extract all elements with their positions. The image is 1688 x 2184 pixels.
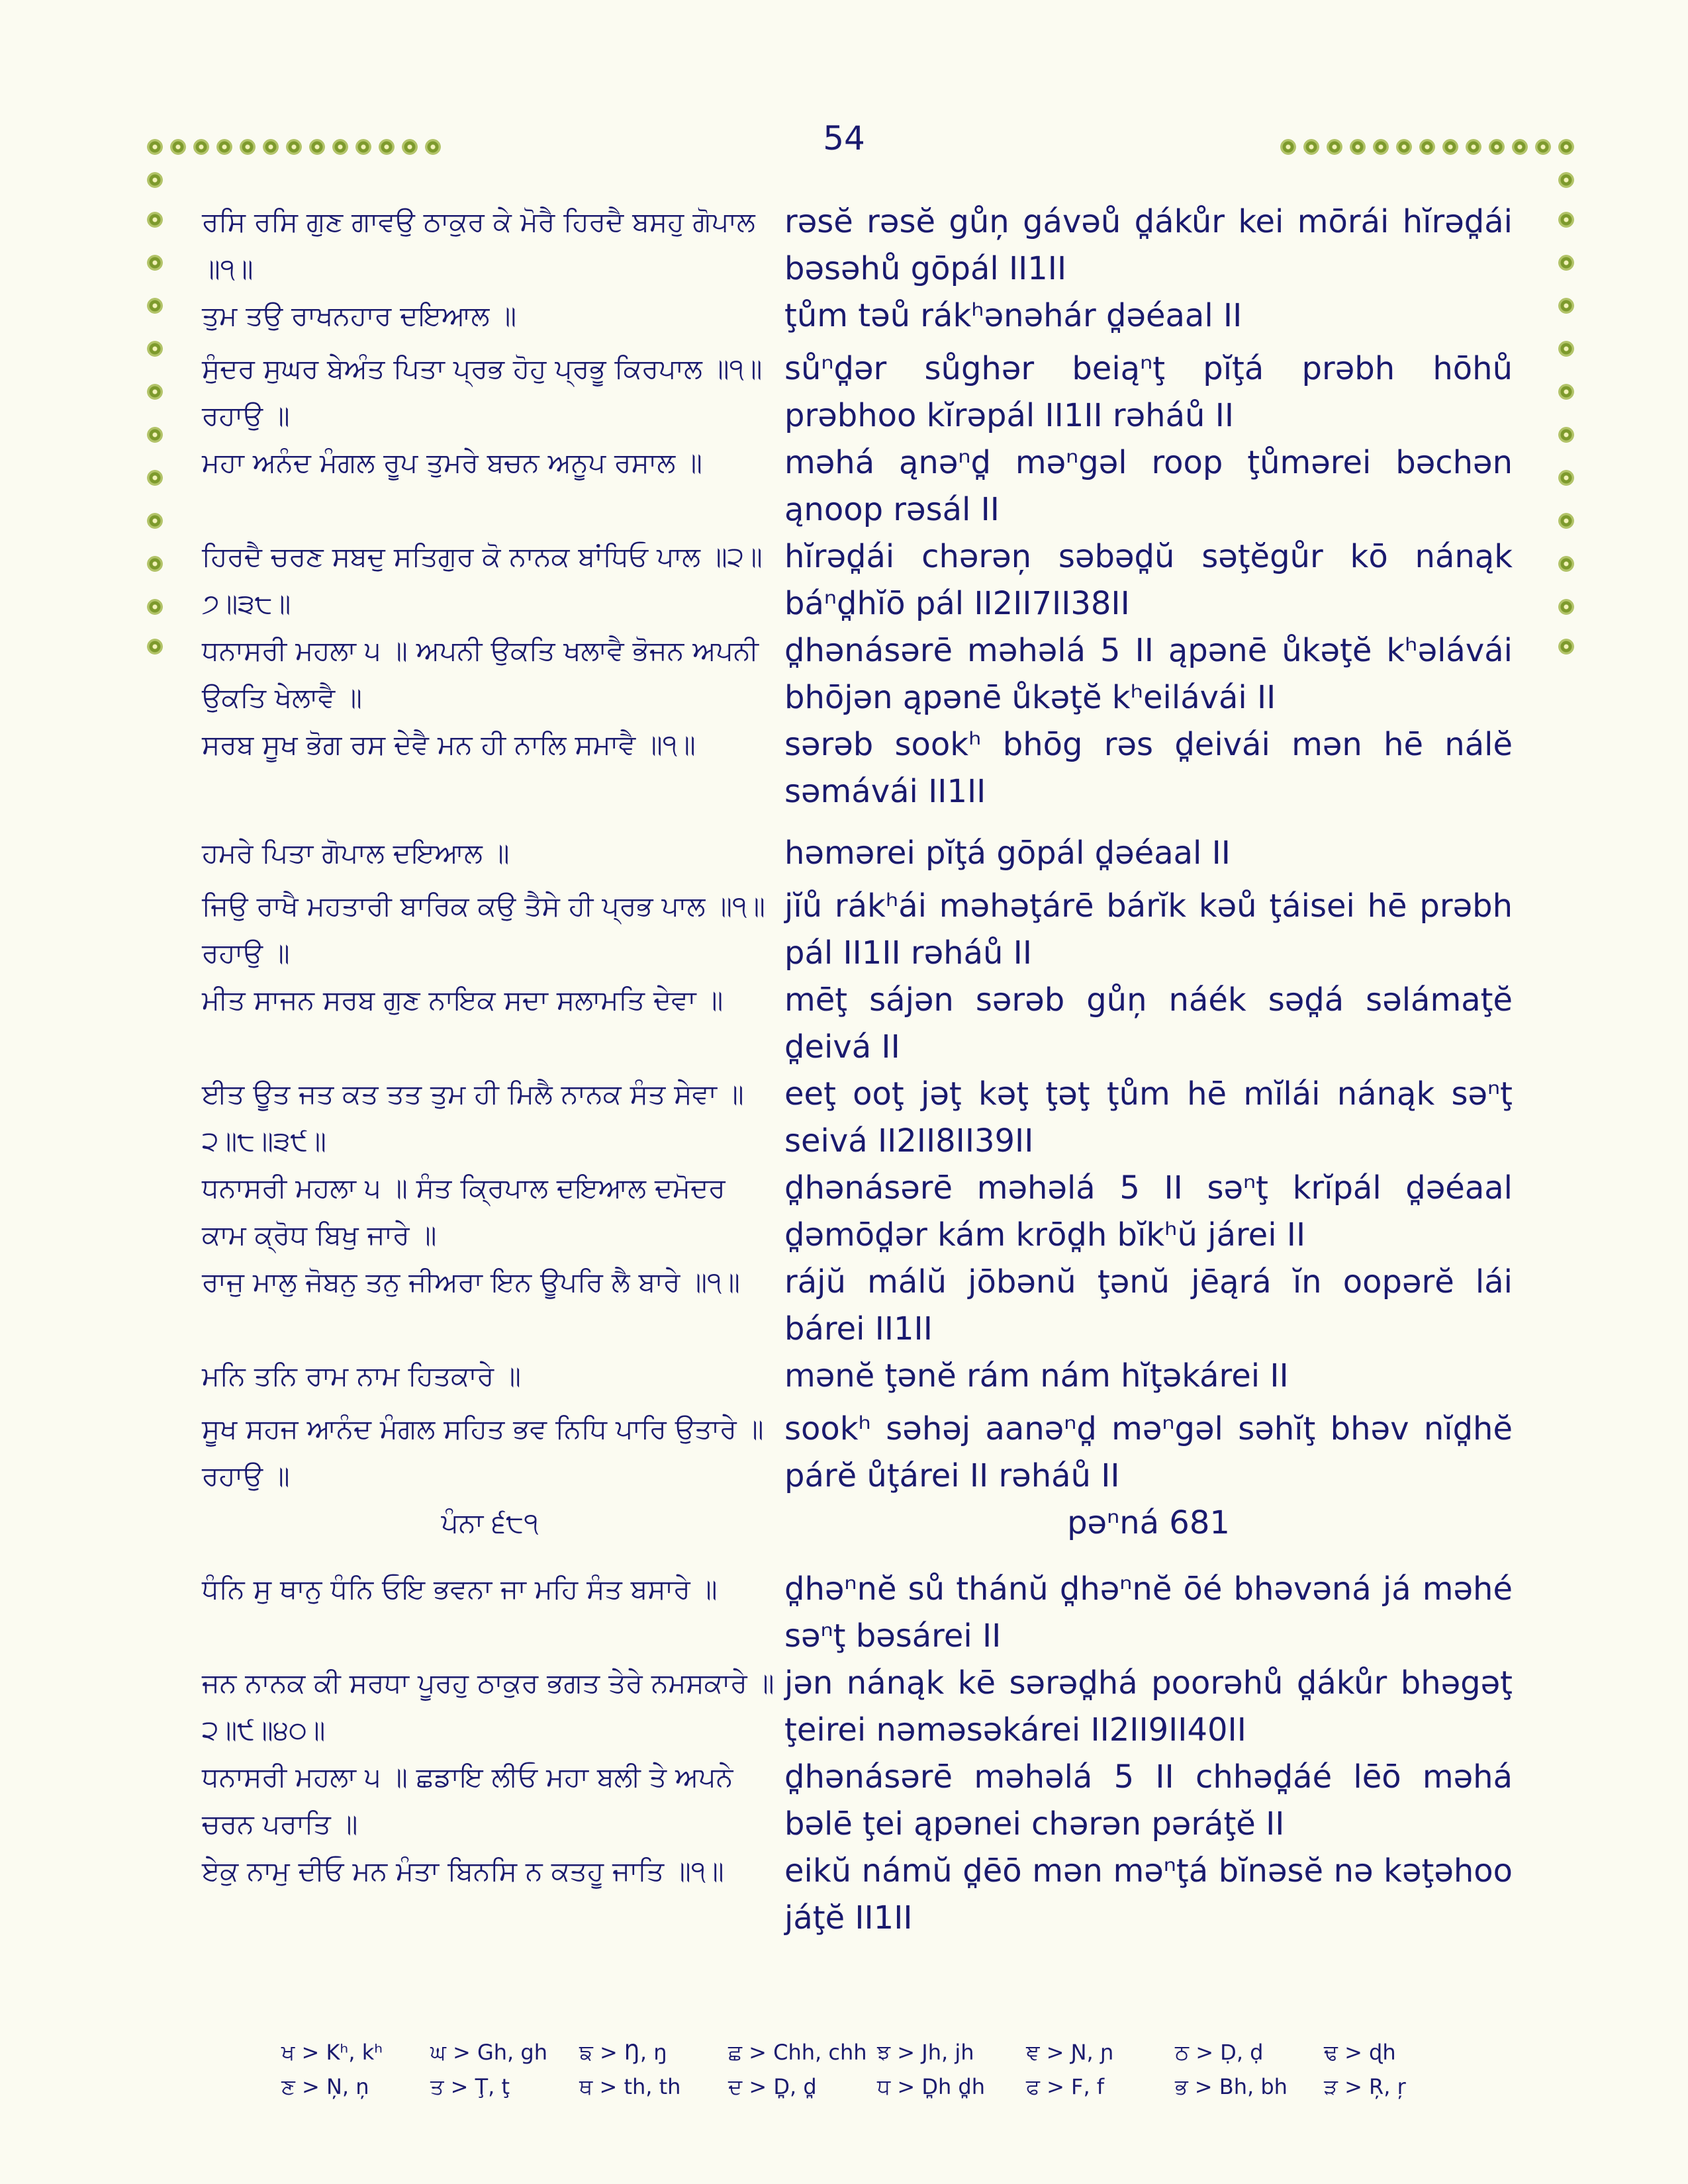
transliteration-text: d̪hənásərē məhəlá 5 II səⁿţ krĭpál d̪əéaal d̪əmōd̪ər kám krōd̪h bĭkʰŭ járei II (784, 1169, 1513, 1253)
gurmukhi-text: ਧਨਾਸਰੀ ਮਹਲਾ ੫ ॥ ਅਪਨੀ ਉਕਤਿ ਖਲਾਵੈ ਭੋਜਨ ਅਪਨੀ ਉਕਤਿ ਖੇਲਾਵੈ ॥ (202, 635, 759, 713)
transliteration-text: sərəb sookʰ bhōg rəs d̪eivái mən hē nálĕ səmávái II1II (784, 726, 1513, 810)
transliteration-text: eikŭ námŭ d̪ēō mən məⁿţá bĭnəsĕ nə kəţəhoo jáţĕ II1II (784, 1852, 1513, 1936)
flower-ornament-icon (147, 556, 163, 572)
gurmukhi-text: ਤੁਮ ਤਉ ਰਾਖਨਹਾਰ ਦਇਆਲ ॥ (202, 300, 517, 332)
verse-row (202, 627, 1519, 721)
page-reference-row (202, 1500, 1519, 1566)
legend-entry: ਫ > F, f (1026, 2074, 1105, 2099)
transliteration-text: d̪həⁿnĕ sů thánŭ d̪həⁿnĕ ōé bhəvəná já məhé səⁿţ bəsárei II (784, 1570, 1513, 1655)
flower-ornament-icon (1558, 556, 1574, 572)
legend-entry: ਠ > Ḍ, ḍ (1175, 2040, 1264, 2065)
transliteration-text: mənĕ ţənĕ rám nám hĭţəkárei II (784, 1357, 1289, 1394)
verse-row (202, 199, 1519, 293)
flower-ornament-icon (1558, 139, 1574, 155)
gurmukhi-text: ਜਿਉ ਰਾਖੈ ਮਹਤਾਰੀ ਬਾਰਿਕ ਕਉ ਤੈਸੇ ਹੀ ਪ੍ਰਭ ਪਾਲ ॥੧॥ ਰਹਾਉ ॥ (202, 890, 765, 969)
gurmukhi-text: ਰਸਿ ਰਸਿ ਗੁਣ ਗਾਵਉ ਠਾਕੁਰ ਕੇ ਮੋਰੈ ਹਿਰਦੈ ਬਸਹੁ ਗੋਪਾਲ ॥੧॥ (202, 206, 755, 285)
gurmukhi-text: ਸੂਖ ਸਹਜ ਆਨੰਦ ਮੰਗਲ ਸਹਿਤ ਭਵ ਨਿਧਿ ਪਾਰਿ ਉਤਾਰੇ ॥ ਰਹਾਉ ॥ (202, 1413, 764, 1492)
flower-ornament-icon (1303, 139, 1319, 155)
flower-ornament-icon (263, 139, 279, 155)
flower-ornament-icon (147, 470, 163, 486)
verse-row (202, 721, 1519, 830)
legend-entry: ਤ > Ţ, ţ (430, 2074, 510, 2099)
verse-row (202, 1566, 1519, 1660)
gurmukhi-text: ਈਤ ਊਤ ਜਤ ਕਤ ਤਤ ਤੁਮ ਹੀ ਮਿਲੈ ਨਾਨਕ ਸੰਤ ਸੇਵਾ ॥੨॥੮॥੩੯॥ (202, 1078, 744, 1157)
flower-ornament-icon (147, 172, 163, 188)
verse-row (202, 1353, 1519, 1406)
legend-entry: ਢ > ɖh (1324, 2040, 1396, 2065)
flower-ornament-icon (1558, 639, 1574, 655)
gurmukhi-text: ਹਿਰਦੈ ਚਰਣ ਸਬਦੁ ਸਤਿਗੁਰ ਕੋ ਨਾਨਕ ਬਾਂਧਿਓ ਪਾਲ ॥੨॥੭॥੩੮॥ (202, 541, 763, 619)
legend-entry: ਘ > Gh, gh (430, 2040, 547, 2065)
legend-entry: ਖ > Kʰ, kʰ (281, 2040, 383, 2065)
verse-row (202, 977, 1519, 1071)
gurmukhi-text: ਮਹਾ ਅਨੰਦ ਮੰਗਲ ਰੂਪ ਤੁਮਰੇ ਬਚਨ ਅਨੂਪ ਰਸਾਲ ॥ (202, 447, 702, 478)
verse-row (202, 1660, 1519, 1754)
transliteration-text: sookʰ səhəj aanəⁿd̪ məⁿgəl səhĭţ bhəv nĭd̪hĕ párĕ ůţárei II rəháů II (784, 1410, 1513, 1494)
verse-table (202, 199, 1519, 1942)
flower-ornament-icon (332, 139, 348, 155)
gurmukhi-text: ਮੀਤ ਸਾਜਨ ਸਰਬ ਗੁਣ ਨਾਇਕ ਸਦਾ ਸਲਾਮਤਿ ਦੇਵਾ ॥ (202, 984, 724, 1016)
page-reference-gurmukhi: ਪੰਨਾ ੬੮੧ (441, 1507, 539, 1539)
transliteration-text: rəsĕ rəsĕ gůņ gávəů d̪ákůr kei mōrái hĭrəd̪ái bəsəhů gōpál II1II (784, 203, 1513, 287)
transliteration-text: məhá ąnəⁿd̪ məⁿgəl roop ţůmərei bəchən ąnoop rəsál II (784, 444, 1513, 528)
flower-ornament-icon (425, 139, 441, 155)
verse-row (202, 1406, 1519, 1500)
flower-ornament-icon (216, 139, 232, 155)
gurmukhi-text: ਮਨਿ ਤਨਿ ਰਾਮ ਨਾਮ ਹਿਤਕਾਰੇ ॥ (202, 1360, 521, 1392)
flower-ornament-icon (286, 139, 302, 155)
flower-ornament-icon (193, 139, 209, 155)
flower-ornament-icon (147, 384, 163, 400)
transliteration-text: jĭů rákʰái məhəţárē bárĭk kəů ţáisei hē prəbh pál II1II rəháů II (784, 887, 1513, 972)
gurmukhi-text: ਜਨ ਨਾਨਕ ਕੀ ਸਰਧਾ ਪੂਰਹੁ ਠਾਕੁਰ ਭਗਤ ਤੇਰੇ ਨਮਸਕਾਰੇ ॥੨॥੯॥੪੦॥ (202, 1667, 774, 1746)
legend-entry: ੜ > Ŗ, ŗ (1324, 2074, 1406, 2099)
gurmukhi-text: ਰਾਜੁ ਮਾਲੁ ਜੋਬਨੁ ਤਨੁ ਜੀਅਰਾ ਇਨ ਊਪਰਿ ਲੈ ਬਾਰੇ ॥੧॥ (202, 1266, 740, 1298)
flower-ornament-icon (1327, 139, 1342, 155)
transliteration-text: eeţ ooţ jəţ kəţ ţəţ ţům hē mĭlái nánąk səⁿţ seivá II2II8II39II (784, 1075, 1513, 1160)
flower-ornament-icon (1558, 599, 1574, 615)
gurmukhi-text: ਏਕੁ ਨਾਮੁ ਦੀਓ ਮਨ ਮੰਤਾ ਬਿਨਸਿ ਨ ਕਤਹੂ ਜਾਤਿ ॥੧॥ (202, 1855, 724, 1887)
transliteration-text: rájŭ málŭ jōbənŭ ţənŭ jēąrá ĭn oopərĕ lái bárei II1II (784, 1263, 1513, 1347)
verse-row (202, 293, 1519, 345)
legend-entry: ਝ > Jh, jh (877, 2040, 974, 2065)
verse-row (202, 533, 1519, 627)
transliteration-text: jən nánąk kē sərəd̪há poorəhů d̪ákůr bhəgəţ ţeirei nəməsəkárei II2II9II40II (784, 1664, 1513, 1749)
flower-ornament-icon (1466, 139, 1481, 155)
verse-row (202, 1848, 1519, 1942)
flower-ornament-icon (1489, 139, 1505, 155)
flower-ornament-icon (1558, 384, 1574, 400)
flower-ornament-icon (1558, 513, 1574, 529)
flower-ornament-icon (379, 139, 395, 155)
transliteration-text: sůⁿd̪ər sůghər beiąⁿţ pĭţá prəbh hōhů prəbhoo kĭrəpál II1II rəháů II (784, 350, 1513, 434)
transliteration-text: hĭrəd̪ái chərəņ səbəd̪ŭ səţĕgůr kō nánąk báⁿd̪hĭō pál II2II7II38II (784, 538, 1513, 622)
flower-ornament-icon (355, 139, 371, 155)
flower-ornament-icon (147, 139, 163, 155)
verse-row (202, 883, 1519, 977)
flower-ornament-icon (1419, 139, 1435, 155)
flower-ornament-icon (1535, 139, 1551, 155)
gurmukhi-text: ਸੁੰਦਰ ਸੁਘਰ ਬੇਅੰਤ ਪਿਤਾ ਪ੍ਰਭ ਹੋਹੁ ਪ੍ਰਭੂ ਕਿਰਪਾਲ ॥੧॥ ਰਹਾਉ ॥ (202, 353, 763, 432)
transliteration-text: ţům təů rákʰənəhár d̪əéaal II (784, 297, 1243, 334)
page-number: 54 (823, 119, 865, 158)
transliteration-text: mēţ sájən sərəb gůņ náék səd̪á səlámaţĕ d̪eivá II (784, 981, 1513, 1066)
legend-entry: ਧ > D̪h d̪h (877, 2074, 986, 2099)
flower-ornament-icon (1373, 139, 1389, 155)
flower-ornament-icon (1558, 212, 1574, 228)
flower-ornament-icon (147, 255, 163, 271)
legend-entry: ਥ > th, th (579, 2074, 681, 2099)
legend-entry: ਛ > Chh, chh (728, 2040, 867, 2065)
legend-entry: ਭ > Bh, bh (1175, 2074, 1288, 2099)
flower-ornament-icon (1442, 139, 1458, 155)
flower-ornament-icon (402, 139, 418, 155)
gurmukhi-text: ਧਨਾਸਰੀ ਮਹਲਾ ੫ ॥ ਸੰਤ ਕ੍ਰਿਪਾਲ ਦਇਆਲ ਦਮੋਦਰ ਕਾਮ ਕ੍ਰੋਧ ਬਿਖੁ ਜਾਰੇ ॥ (202, 1172, 726, 1251)
flower-ornament-icon (147, 513, 163, 529)
flower-ornament-icon (147, 427, 163, 443)
flower-ornament-icon (147, 599, 163, 615)
flower-ornament-icon (1558, 341, 1574, 357)
transliteration-text: d̪hənásərē məhəlá 5 II chhəd̪áé lēō məhá bəlē ţei ąpənei chərən pəráţĕ II (784, 1758, 1513, 1843)
flower-ornament-icon (1558, 298, 1574, 314)
flower-ornament-icon (1396, 139, 1412, 155)
flower-ornament-icon (240, 139, 256, 155)
flower-ornament-icon (147, 341, 163, 357)
gurmukhi-text: ਧੰਨਿ ਸੁ ਥਾਨੁ ਧੰਨਿ ਓਇ ਭਵਨਾ ਜਾ ਮਹਿ ਸੰਤ ਬਸਾਰੇ ॥ (202, 1573, 718, 1605)
transliteration-legend (281, 2035, 1473, 2104)
legend-row (281, 2035, 1473, 2070)
flower-ornament-icon (1558, 470, 1574, 486)
verse-row (202, 1754, 1519, 1848)
flower-ornament-icon (147, 639, 163, 655)
legend-entry: ਣ > Ņ, ņ (281, 2074, 369, 2099)
legend-entry: ਞ > Ɲ, ɲ (1026, 2040, 1114, 2065)
verse-row (202, 830, 1519, 883)
gurmukhi-text: ਸਰਬ ਸੂਖ ਭੋਗ ਰਸ ਦੇਵੈ ਮਨ ਹੀ ਨਾਲਿ ਸਮਾਵੈ ॥੧॥ (202, 729, 696, 760)
flower-ornament-icon (1558, 255, 1574, 271)
flower-ornament-icon (1558, 172, 1574, 188)
transliteration-text: d̪hənásərē məhəlá 5 II ąpənē ůkəţĕ kʰəlávái bhōjən ąpənē ůkəţĕ kʰeilávái II (784, 632, 1513, 716)
flower-ornament-icon (1280, 139, 1296, 155)
flower-ornament-icon (170, 139, 186, 155)
legend-row (281, 2070, 1473, 2104)
legend-entry: ਦ > D̪, d̪ (728, 2074, 817, 2099)
flower-ornament-icon (1558, 427, 1574, 443)
gurmukhi-text: ਹਮਰੇ ਪਿਤਾ ਗੋਪਾਲ ਦਇਆਲ ॥ (202, 837, 510, 869)
page-reference-translit: pəⁿná 681 (1067, 1504, 1230, 1541)
flower-ornament-icon (147, 212, 163, 228)
legend-entry: ਙ > Ŋ, ŋ (579, 2040, 667, 2065)
flower-ornament-icon (147, 298, 163, 314)
gurmukhi-text: ਧਨਾਸਰੀ ਮਹਲਾ ੫ ॥ ਛਡਾਇ ਲੀਓ ਮਹਾ ਬਲੀ ਤੇ ਅਪਨੇ ਚਰਨ ਪਰਾਤਿ ॥ (202, 1761, 733, 1840)
transliteration-text: həmərei pĭţá gōpál d̪əéaal II (784, 835, 1231, 872)
verse-row (202, 345, 1519, 439)
verse-row (202, 439, 1519, 533)
flower-ornament-icon (309, 139, 325, 155)
flower-ornament-icon (1350, 139, 1366, 155)
verse-row (202, 1071, 1519, 1165)
flower-ornament-icon (1512, 139, 1528, 155)
verse-row (202, 1259, 1519, 1353)
verse-row (202, 1165, 1519, 1259)
